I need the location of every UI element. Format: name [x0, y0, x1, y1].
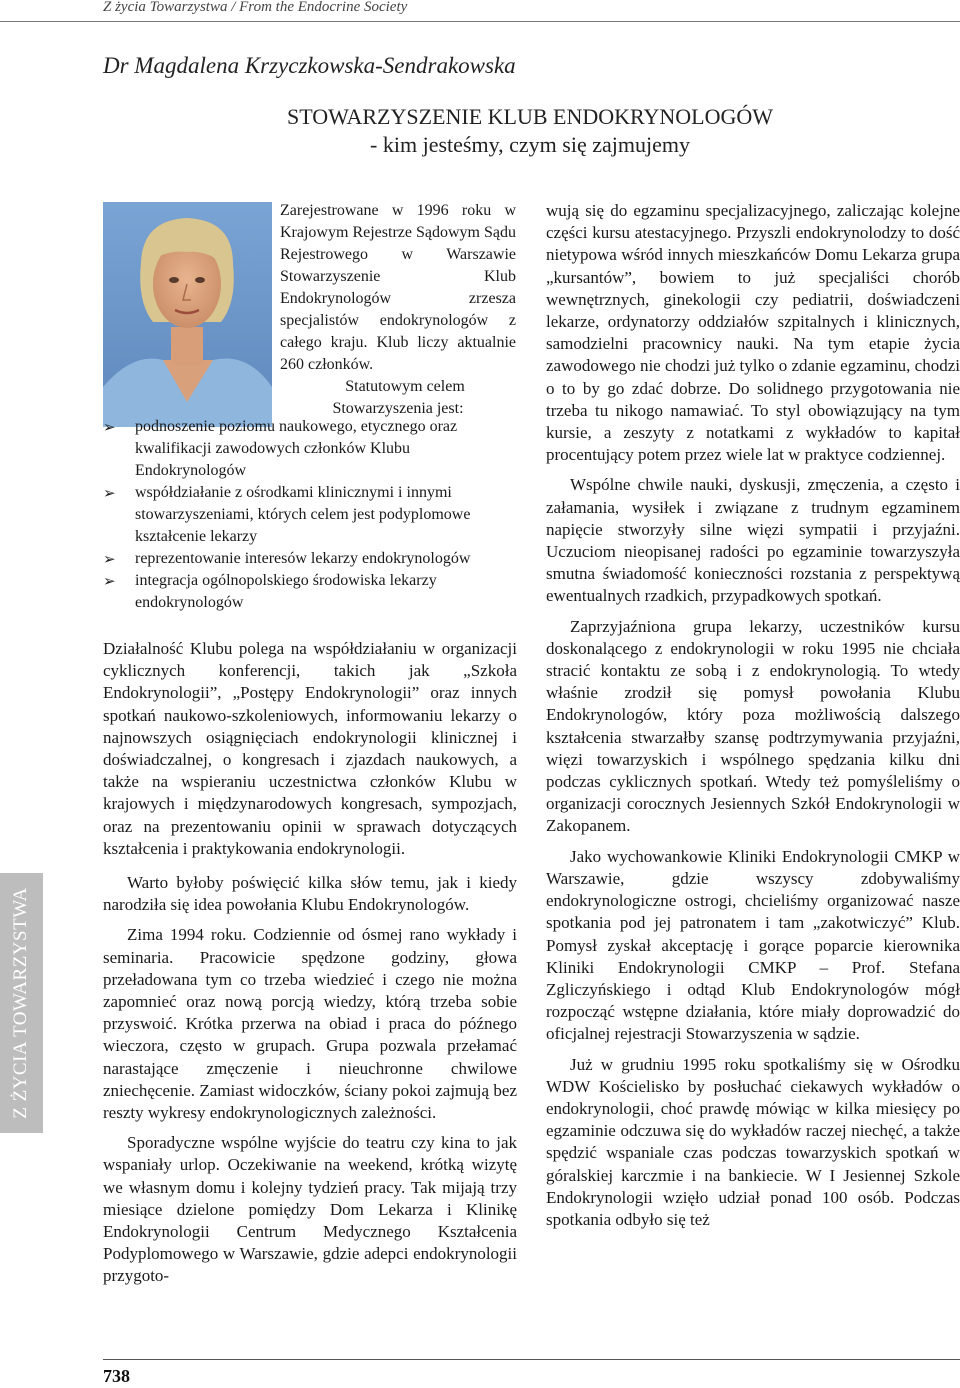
body-paragraph: wują się do egzaminu specjalizacyjnego, zaliczając kolejne części kursu atestacyjnego. Przyszli endokrynolodzy to dość nietypowa wśród innych mieszkańców Domu Lekarza grupa „kursantów”, bowiem to już specjaliści chorób wewnętrznych, ginekologii czy pediatrii, doświadczeni lekarze, ordynatorzy oddziałów szpitalnych i klinicznych, samodzielni pracownicy nauki. Na tym etapie życia zawodowego nie chodzi już tylko o zdanie egzaminu, chodzi o to by go zdać dobrze. Do solidnego przygotowania nie trzeba tu nikogo namawiać. To styl obowiązujący na tym kursie, a zeszyty z notatkami z wykładów to kapitał procentujący potem przez wiele lat w praktyce codziennej.	[546, 201, 960, 465]
body-paragraph: Zima 1994 roku. Codziennie od ósmej rano wykłady i seminaria. Pracowicie spędzone godziny, głowa przeładowana tym co trzeba wiedzieć i czego nie można zapomnieć oraz nową porcją wiedzy, którą trzeba sobie przyswoić. Krótka przerwa na obiad i praca do późnego wieczora, często w grupach. Grupa pozwala przełamać narastające zmęczenie i nieuchronne chwilowe zniechęcenie. Zamiast widoczków, ściany pokoi zajmują bez reszty wykresy endokrynologicznych zależności.	[103, 925, 517, 1123]
running-header: Z życia Towarzystwa / From the Endocrine Society	[103, 0, 408, 15]
section-side-tab-label: Z ŻYCIA TOWARZYSTWA	[10, 887, 31, 1119]
article-title-line-2: - kim jesteśmy, czym się zajmujemy	[370, 132, 690, 157]
intro-goals-lead: Statutowym celem Stowarzyszenia jest:	[332, 378, 465, 417]
list-item: ➢ integracja ogólnopolskiego środowiska lekarzy endokrynologów	[103, 572, 437, 611]
list-item: ➢ współdziałanie z ośrodkami klinicznymi i innymi stowarzyszeniami, których celem jest podyplomowe kształcenie lekarzy	[103, 484, 471, 545]
portrait-photo-icon	[103, 202, 272, 427]
body-paragraph: Działalność Klubu polega na współdziałaniu w organizacji cyklicznych konferencji, takich jak „Szkoła Endokrynologii”, „Postępy Endokrynologii” oraz innych spotkań naukowo-szkoleniowych, informowaniu lekarzy o najnowszych osiągnięciach endokrynologii klinicznej i doświadczalnej, o kongresach i zjazdach naukowych, a także na wspieraniu uczestnictwa członków Klubu w krajowych i międzynarodowych kongresach, sympozjach, oraz na prezentowaniu opinii w sprawach dotyczących kształcenia i praktykowania endokrynologii.	[103, 639, 517, 858]
body-paragraph: Już w grudniu 1995 roku spotkaliśmy się w Ośrodku WDW Kościelisko by posłuchać ciekawych wykładów o endokrynologii, choć prawdę mówiąc w kilka miesięcy po egzaminie odczuwa się do wykładów raczej niechęć, a także spędzić wspaniale czas podczas towarzyskich spotkań w góralskiej karczmie i na bankiecie. W I Jesiennej Szkole Endokrynologii wzięło udział ponad 100 osób. Podczas spotkania odbyło się też	[546, 1054, 960, 1229]
article-author: Dr Magdalena Krzyczkowska-Sendrakowska	[103, 53, 516, 78]
body-paragraph: Sporadyczne wspólne wyjście do teatru czy kina to jak wspaniały urlop. Oczekiwanie na weekend, krótką wizytę we własnym domu i kolejny tydzień pracy. Tak mijają trzy miesiące dzielone pomiędzy Dom Lekarza i Klinikę Endokrynologii Centrum Medycznego Kształcenia Podyplomowego w Warszawie, gdzie adepci endokrynologii przygoto-	[103, 1133, 517, 1286]
list-item: ➢ podnoszenie poziomu naukowego, etycznego oraz kwalifikacji zawodowych członków Klubu Endokrynologów	[103, 418, 458, 479]
list-item: ➢ reprezentowanie interesów lekarzy endokrynologów	[103, 550, 471, 568]
goals-list	[103, 416, 523, 614]
arrow-bullet-icon: ➢	[103, 418, 116, 436]
article-title-line-1: STOWARZYSZENIE KLUB ENDOKRYNOLOGÓW	[286, 104, 773, 129]
article-title	[230, 103, 830, 159]
body-paragraph: Warto byłoby poświęcić kilka słów temu, jak i kiedy narodziła się idea powołania Klubu Endokrynologów.	[103, 873, 517, 915]
arrow-bullet-icon: ➢	[103, 572, 116, 590]
portrait-photo	[103, 202, 272, 427]
left-column	[103, 638, 517, 1296]
body-paragraph: Jako wychowankowie Kliniki Endokrynologii CMKP w Warszawie, gdzie wszyscy zdobywaliśmy endokrynologiczne ostrogi, chcieliśmy organizować nasze spotkania pod jej patronatem i tam „zakotwiczyć” Klub. Pomysł zyskał akceptację i gorące poparcie kierownika Kliniki Endokrynologii CMKP – Prof. Stefana Zgliczyńskiego i odtąd Klub Endokrynologów mógł rozpocząć wstępne działania, które miały doprowadzić do oficjalnej rejestracji Stowarzyszenia w sądzie.	[546, 846, 960, 1044]
header-divider	[0, 21, 960, 22]
intro-paragraph: Zarejestrowane w 1996 roku w Krajowym Rejestrze Sądowym Sądu Rejestrowego w Warszawie Stowarzyszenie Klub Endokrynologów zrzesza specjalistów endokrynologów z całego kraju. Klub liczy aktualnie 260 członków.	[280, 202, 516, 373]
body-paragraph: Zaprzyjaźniona grupa lekarzy, uczestników kursu doskonalącego z endokrynologii w roku 1995 nie chciała stracić kontaktu ze sobą i z endokrynologią. To wtedy właśnie zrodził się pomysł powołania Klubu Endokrynologów, który poza możliwością dalszego kształcenia stwarzałby szansę podtrzymywania przyjaźni, więzi towarzyskich i wspólnego spędzania kilku dni podczas cyklicznych spotkań. Wtedy też pomyśleliśmy o organizacji corocznych Jesiennych Szkół Endokrynologii w Zakopanem.	[546, 616, 960, 836]
footer-divider	[103, 1359, 960, 1360]
arrow-bullet-icon: ➢	[103, 550, 116, 568]
right-column	[546, 200, 960, 1239]
page-number: 738	[103, 1366, 130, 1386]
arrow-bullet-icon: ➢	[103, 484, 116, 502]
body-paragraph: Wspólne chwile nauki, dyskusji, zmęczenia, a często i załamania, wysiłek i związane z trudnym egzaminem napięcie stworzyły silne więzi sympatii i przyjaźni. Uczuciom nieopisanej radości po egzaminie towarzyszyła smutna świadomość konieczności rozstania z perspektywą ewentualnych rzadkich, przypadkowych spotkań.	[546, 475, 960, 606]
section-side-tab	[0, 873, 43, 1133]
intro-text	[280, 200, 516, 420]
